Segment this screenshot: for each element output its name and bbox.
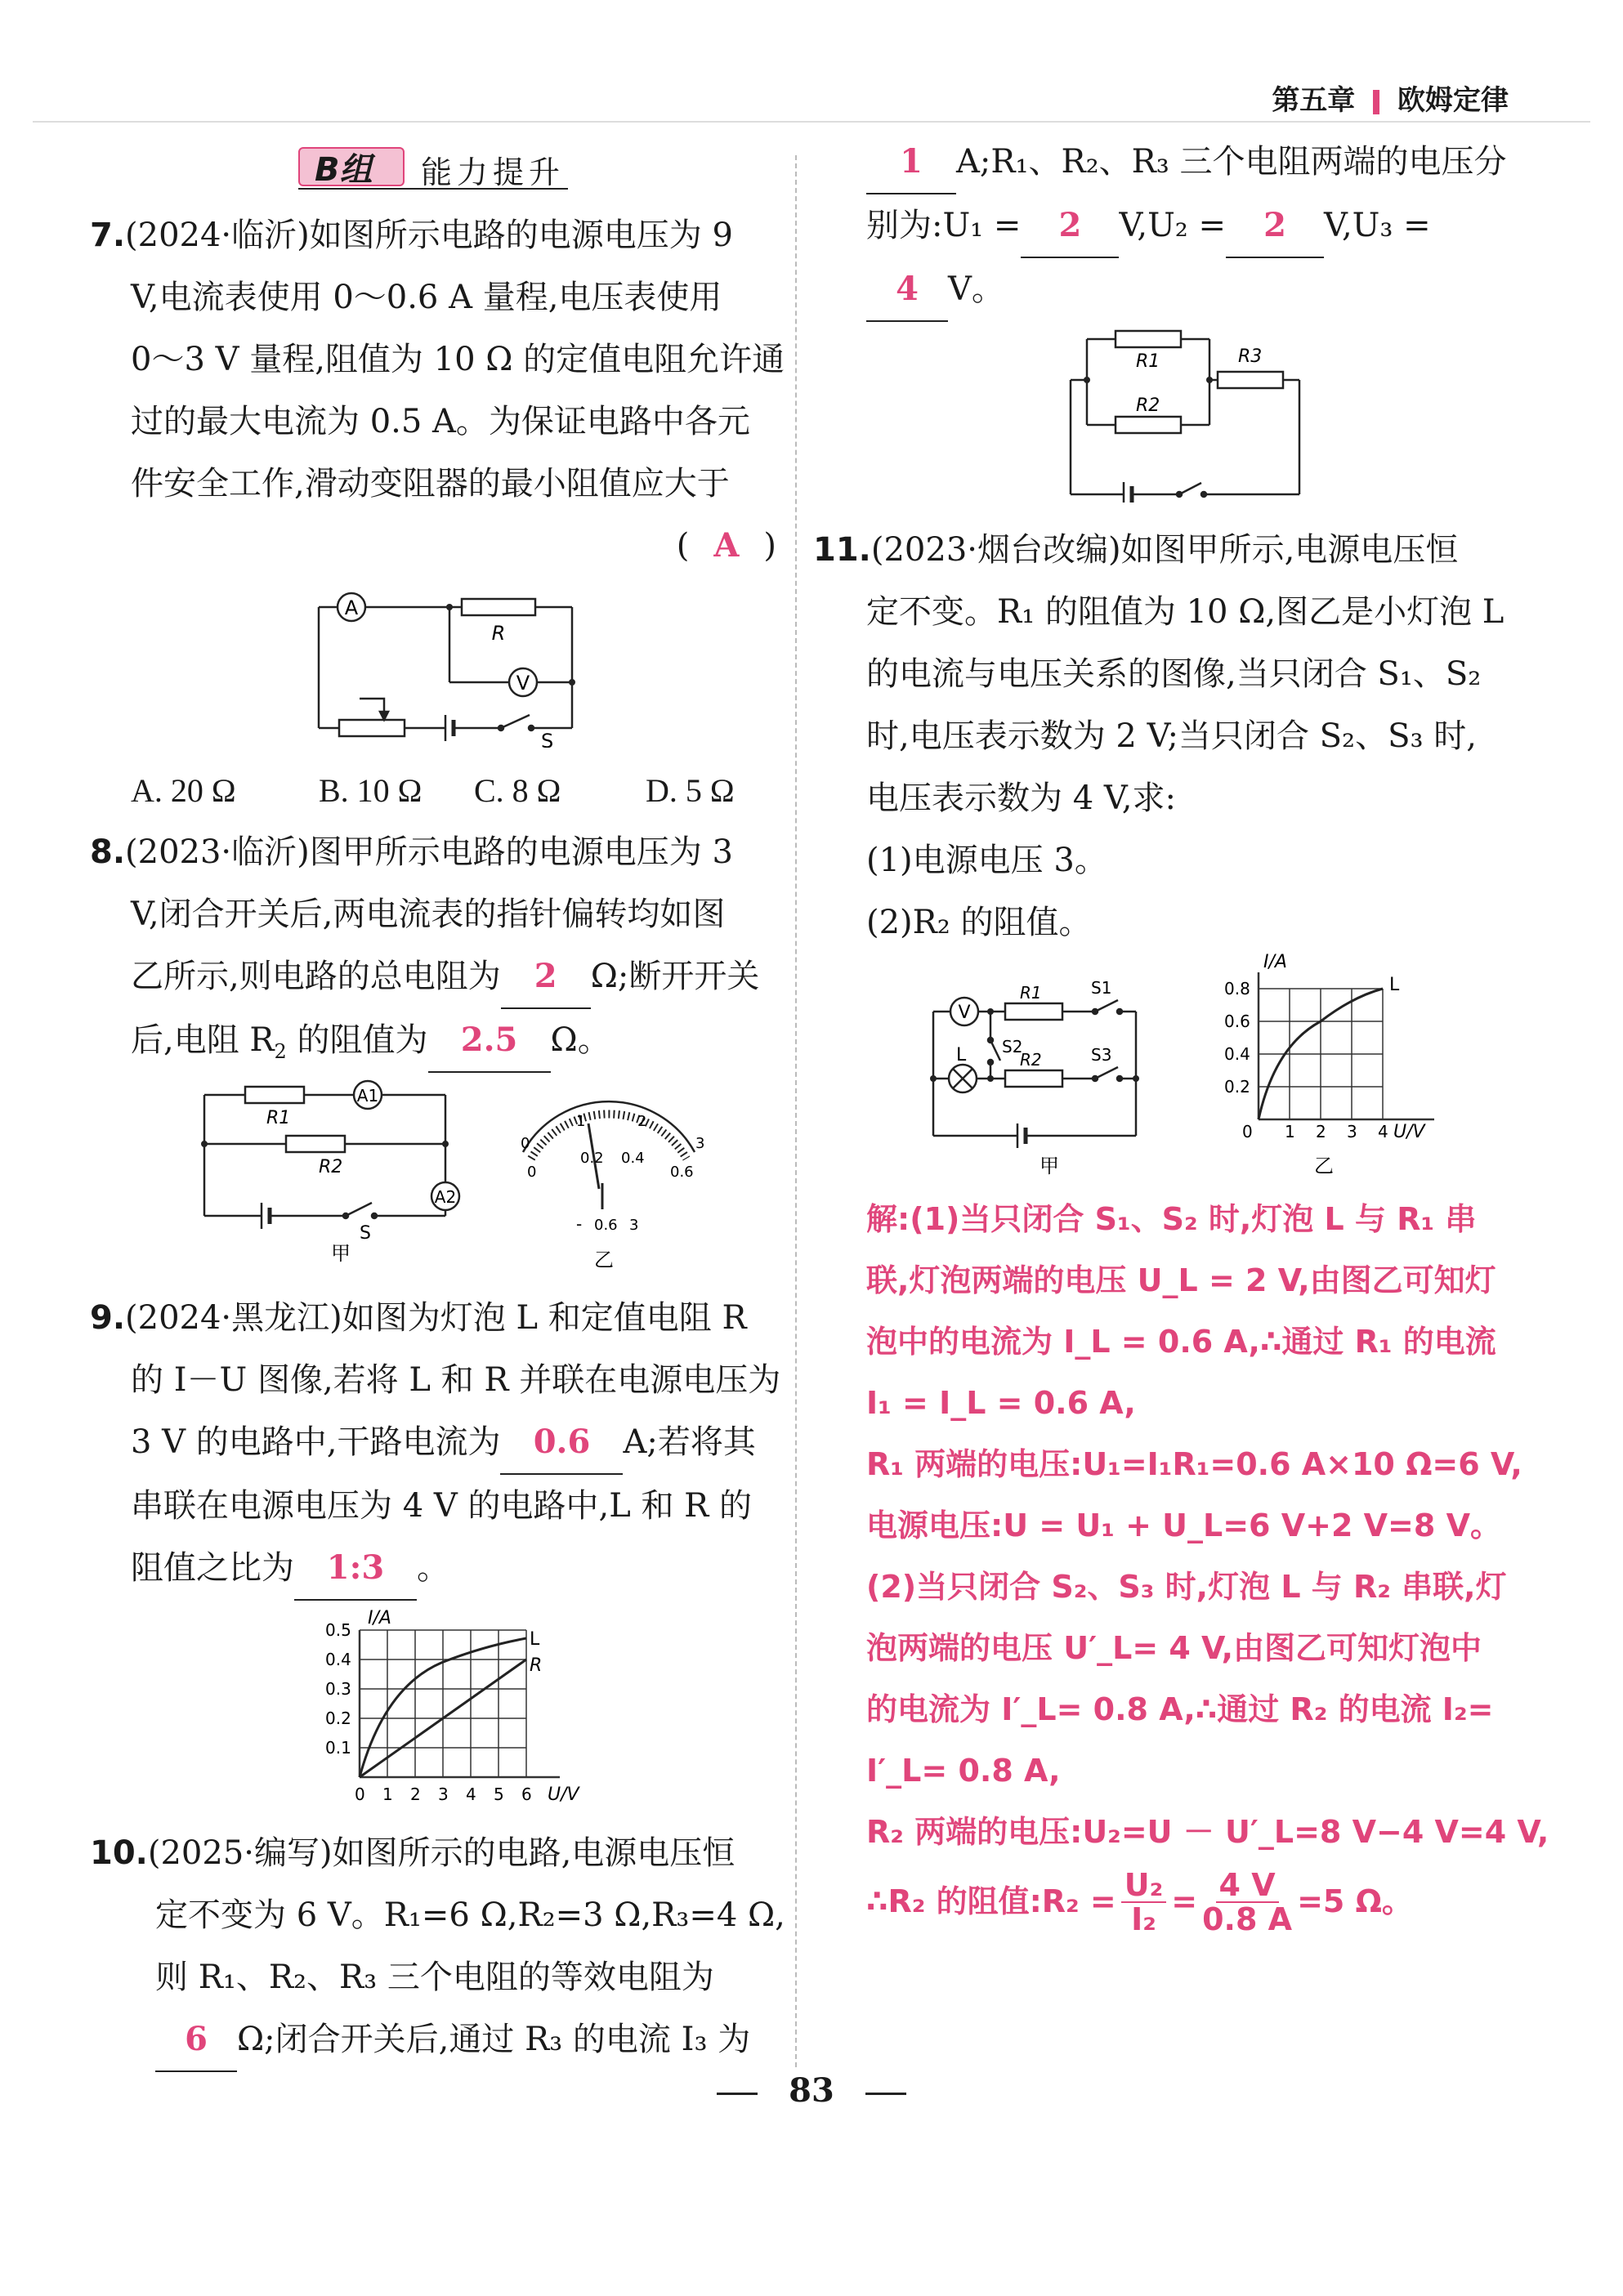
q8-dial-top-tick: 0 <box>521 1135 530 1152</box>
q8-terminal-label: - <box>576 1214 583 1234</box>
q8-subscript: 2 <box>274 1040 287 1063</box>
q8-line: Ω。 <box>550 1021 610 1059</box>
q8-line: 乙所示,则电路的总电阻为 <box>131 958 501 995</box>
q7-line: 0～3 V 量程,阻值为 10 Ω 的定值电阻允许通 <box>131 341 785 378</box>
q11-line: 的电流与电压关系的图像,当只闭合 S₁、S₂ <box>866 655 1482 693</box>
q9-ylabel: I/A <box>368 1608 391 1628</box>
q8-ammeter-dial <box>503 1095 715 1275</box>
q11-xlabel: U/V <box>1393 1122 1425 1142</box>
q11-caption-jia: 甲 <box>1040 1155 1059 1177</box>
q10-answer-equivalent: 6 <box>155 2008 237 2072</box>
q7-voltmeter-label: V <box>516 672 530 695</box>
q9-line: 串联在电源电压为 4 V 的电路中,L 和 R 的 <box>131 1487 753 1525</box>
q8-answer-total-resistance: 2 <box>501 945 591 1009</box>
q7-line: 件安全工作,滑动变阻器的最小阻值应大于 <box>131 465 730 503</box>
q10-answer-i3: 1 <box>866 131 956 194</box>
q8-dial-top-tick: 3 <box>695 1135 705 1152</box>
q7-option-c[interactable]: C. 8 Ω <box>474 772 561 809</box>
question-10-continued <box>866 131 1553 322</box>
q9-ytick: 0.3 <box>325 1679 351 1699</box>
solution-line: ∴R₂ 的阻值:R₂ = <box>866 1883 1116 1919</box>
q11-line: (2023·烟台改编)如图甲所示,电源电压恒 <box>870 531 1459 569</box>
solution-line: 联,灯泡两端的电压 U_L = 2 V,由图乙可知灯 <box>866 1262 1496 1298</box>
q8-dial-top-tick: 2 <box>637 1113 647 1130</box>
q9-answer-ratio: 1:3 <box>294 1537 417 1601</box>
q11-ylabel: I/A <box>1263 952 1287 972</box>
question-10 <box>90 1822 785 2072</box>
q8-r2-label: R2 <box>319 1157 343 1177</box>
q10-line: 别为:U₁ = <box>866 207 1022 244</box>
q8-line: V,闭合开关后,两电流表的指针偏转均如图 <box>131 896 726 933</box>
q9-xtick: 1 <box>382 1785 393 1804</box>
solution-result: =5 Ω。 <box>1297 1883 1413 1919</box>
q7-line: 过的最大电流为 0.5 A。为保证电路中各元 <box>131 403 750 440</box>
solution-line: I₁ = I_L = 0.6 A, <box>866 1385 1136 1421</box>
q11-ytick: 0.2 <box>1224 1077 1250 1097</box>
solution-line: (2)当只闭合 S₂、S₃ 时,灯泡 L 与 R₂ 串联,灯 <box>866 1569 1507 1605</box>
q7-circuit-diagram <box>311 584 588 748</box>
q10-line: A;R₁、R₂、R₃ 三个电阻两端的电压分 <box>956 143 1507 181</box>
q8-terminal-label: 3 <box>629 1217 639 1234</box>
section-title: 能力提升 <box>421 154 566 190</box>
q10-answer-u3: 4 <box>866 258 948 322</box>
q10-line: V,U₃ = <box>1324 207 1431 244</box>
question-11 <box>813 519 1549 954</box>
q8-dial-bottom-tick: 0.4 <box>621 1150 645 1167</box>
q9-ytick: 0.5 <box>325 1620 351 1640</box>
q10-line: V,U₂ = <box>1119 207 1227 244</box>
q10-r3-label: R3 <box>1238 346 1263 367</box>
q11-voltmeter-label: V <box>958 1003 971 1023</box>
fraction-numerator: U₂ <box>1121 1869 1167 1903</box>
solution-line: 泡中的电流为 I_L = 0.6 A,∴通过 R₁ 的电流 <box>866 1324 1496 1360</box>
q11-r1-label: R1 <box>1020 983 1042 1003</box>
q9-xtick: 0 <box>355 1785 365 1804</box>
q8-a1-label: A1 <box>356 1086 379 1106</box>
q10-line: (2025·编写)如图所示的电路,电源电压恒 <box>147 1834 735 1872</box>
solution-line: 解:(1)当只闭合 S₁、S₂ 时,灯泡 L 与 R₁ 串 <box>866 1201 1477 1237</box>
q10-r2-label: R2 <box>1136 395 1160 416</box>
q8-switch-label: S <box>360 1223 371 1244</box>
q10-answer-u2: 2 <box>1226 194 1324 258</box>
solution-line: R₂ 两端的电压:U₂=U － U′_L=8 V−4 V=4 V, <box>866 1814 1549 1850</box>
q9-line: 的 I－U 图像,若将 L 和 R 并联在电源电压为 <box>131 1361 781 1399</box>
q7-ammeter-label: A <box>344 596 359 619</box>
fraction-numerator: 4 V <box>1216 1869 1279 1903</box>
q8-r1-label: R1 <box>266 1108 291 1128</box>
q8-line: 的阻值为 <box>286 1021 428 1059</box>
q9-curve-r-label: R <box>530 1655 543 1676</box>
solution-final-line <box>866 1863 1585 1941</box>
q9-iu-graph <box>311 1606 605 1814</box>
section-header <box>298 141 568 190</box>
q11-xtick: 4 <box>1378 1122 1388 1141</box>
solution-line: 电源电压:U = U₁ + U_L=6 V+2 V=8 V。 <box>866 1508 1501 1543</box>
q9-line: 阻值之比为 <box>131 1549 294 1587</box>
q9-ytick: 0.2 <box>325 1709 351 1728</box>
q9-xtick: 2 <box>410 1785 421 1804</box>
q10-line: 则 R₁、R₂、R₃ 三个电阻的等效电阻为 <box>155 1959 714 1996</box>
q7-switch-label: S <box>541 730 554 748</box>
q8-line: Ω;断开开关 <box>590 958 760 995</box>
q10-line: Ω;闭合开关后,通过 R₃ 的电流 I₃ 为 <box>237 2021 751 2058</box>
q9-xtick: 3 <box>438 1785 449 1804</box>
q10-line: V。 <box>948 270 1004 308</box>
q11-caption-yi: 乙 <box>1314 1155 1334 1177</box>
q9-line: 3 V 的电路中,干路电流为 <box>131 1423 501 1461</box>
q11-line: 定不变。R₁ 的阻值为 10 Ω,图乙是小灯泡 L <box>866 593 1505 631</box>
q8-a2-label: A2 <box>434 1187 457 1207</box>
q11-iu-graph <box>1209 948 1455 1193</box>
q7-option-d[interactable]: D. 5 Ω <box>646 772 735 809</box>
solution-line: 的电流为 I′_L= 0.8 A,∴通过 R₂ 的电流 I₂= <box>866 1691 1494 1727</box>
q11-number: 11. <box>813 531 871 569</box>
q8-line: 后,电阻 R <box>131 1021 275 1059</box>
page-header <box>1272 78 1509 118</box>
fraction-u2-i2 <box>1121 1866 1167 1937</box>
fraction-4v-08a <box>1202 1866 1293 1937</box>
q9-xtick: 4 <box>466 1785 476 1804</box>
solution-line: 泡两端的电压 U′_L= 4 V,由图乙可知灯泡中 <box>866 1630 1482 1666</box>
q11-xtick: 1 <box>1285 1122 1295 1141</box>
q11-line: 电压表示数为 4 V,求: <box>866 779 1176 817</box>
q11-xtick: 0 <box>1242 1122 1253 1141</box>
q9-xlabel: U/V <box>548 1785 579 1805</box>
chapter-label: 第五章 <box>1272 84 1356 117</box>
q11-xtick: 2 <box>1316 1122 1326 1141</box>
section-badge: B组 <box>315 151 373 189</box>
q11-s2-label: S2 <box>1002 1037 1023 1056</box>
q7-answer-bracket: ( A ) <box>676 526 776 565</box>
q9-curve-l-label: L <box>530 1629 540 1650</box>
solution-line: I′_L= 0.8 A, <box>866 1753 1061 1789</box>
q9-answer-current: 0.6 <box>500 1411 623 1475</box>
q11-ytick: 0.8 <box>1224 979 1250 998</box>
q11-ytick: 0.6 <box>1224 1012 1250 1031</box>
page-number-footer <box>0 2071 1623 2110</box>
solution-equals: = <box>1171 1883 1198 1919</box>
question-7 <box>90 204 785 577</box>
q10-r1-label: R1 <box>1136 351 1160 372</box>
page-number: 83 <box>789 2071 834 2110</box>
q7-option-b[interactable]: B. 10 Ω <box>319 772 423 809</box>
q9-xtick: 5 <box>494 1785 504 1804</box>
q9-line: A;若将其 <box>623 1423 756 1461</box>
q8-caption-yi: 乙 <box>594 1249 614 1271</box>
q8-dial-bottom-tick: 0 <box>527 1164 537 1181</box>
q11-s1-label: S1 <box>1091 978 1112 998</box>
q11-solution <box>866 1189 1585 1941</box>
q9-ytick: 0.1 <box>325 1738 351 1758</box>
q11-circuit-diagram <box>923 964 1169 1177</box>
q7-answer: A <box>713 526 740 565</box>
q8-circuit-diagram <box>196 1079 482 1266</box>
q11-line: (2)R₂ 的阻值。 <box>866 904 1092 941</box>
q11-s3-label: S3 <box>1091 1045 1112 1065</box>
q11-xtick: 3 <box>1347 1122 1357 1141</box>
q10-line: 定不变为 6 V。R₁=6 Ω,R₂=3 Ω,R₃=4 Ω, <box>155 1896 785 1934</box>
q11-line: 时,电压表示数为 2 V;当只闭合 S₂、S₃ 时, <box>866 717 1477 755</box>
chapter-title: 欧姆定律 <box>1397 84 1509 117</box>
q10-number: 10. <box>90 1834 148 1872</box>
q8-dial-bottom-tick: 0.6 <box>670 1164 694 1181</box>
q11-curve-label: L <box>1389 975 1400 995</box>
q9-xtick: 6 <box>521 1785 532 1804</box>
q7-resistor-label: R <box>491 622 506 645</box>
q7-line: (2024·临沂)如图所示电路的电源电压为 9 <box>125 217 733 254</box>
fraction-denominator: I₂ <box>1131 1901 1156 1937</box>
q8-dial-top-tick: 1 <box>576 1113 586 1130</box>
q8-answer-r2: 2.5 <box>428 1009 551 1073</box>
q11-line: (1)电源电压 3。 <box>866 842 1107 879</box>
q8-number: 8. <box>90 833 126 871</box>
fraction-denominator: 0.8 A <box>1202 1901 1293 1937</box>
q9-line: (2024·黑龙江)如图为灯泡 L 和定值电阻 R <box>125 1299 747 1337</box>
q11-ytick: 0.4 <box>1224 1044 1250 1064</box>
q9-ytick: 0.4 <box>325 1650 351 1669</box>
question-9 <box>90 1287 785 1601</box>
q8-dial-bottom-tick: 0.2 <box>580 1150 604 1167</box>
q10-circuit-diagram <box>1054 323 1316 503</box>
q11-lamp-label: L <box>956 1045 967 1065</box>
q11-r2-label: R2 <box>1020 1050 1042 1070</box>
solution-line: R₁ 两端的电压:U₁=I₁R₁=0.6 A×10 Ω=6 V, <box>866 1446 1522 1482</box>
q10-answer-u1: 2 <box>1021 194 1119 258</box>
q9-line: 。 <box>417 1549 449 1587</box>
q8-caption-jia: 甲 <box>331 1242 351 1265</box>
q7-number: 7. <box>90 217 126 254</box>
question-8 <box>90 821 785 1083</box>
q9-number: 9. <box>90 1299 126 1337</box>
q8-terminal-label: 0.6 <box>594 1217 618 1234</box>
q7-line: V,电流表使用 0～0.6 A 量程,电压表使用 <box>131 279 722 316</box>
q8-line: (2023·临沂)图甲所示电路的电源电压为 3 <box>125 833 733 871</box>
q7-option-a[interactable]: A. 20 Ω <box>131 772 236 809</box>
